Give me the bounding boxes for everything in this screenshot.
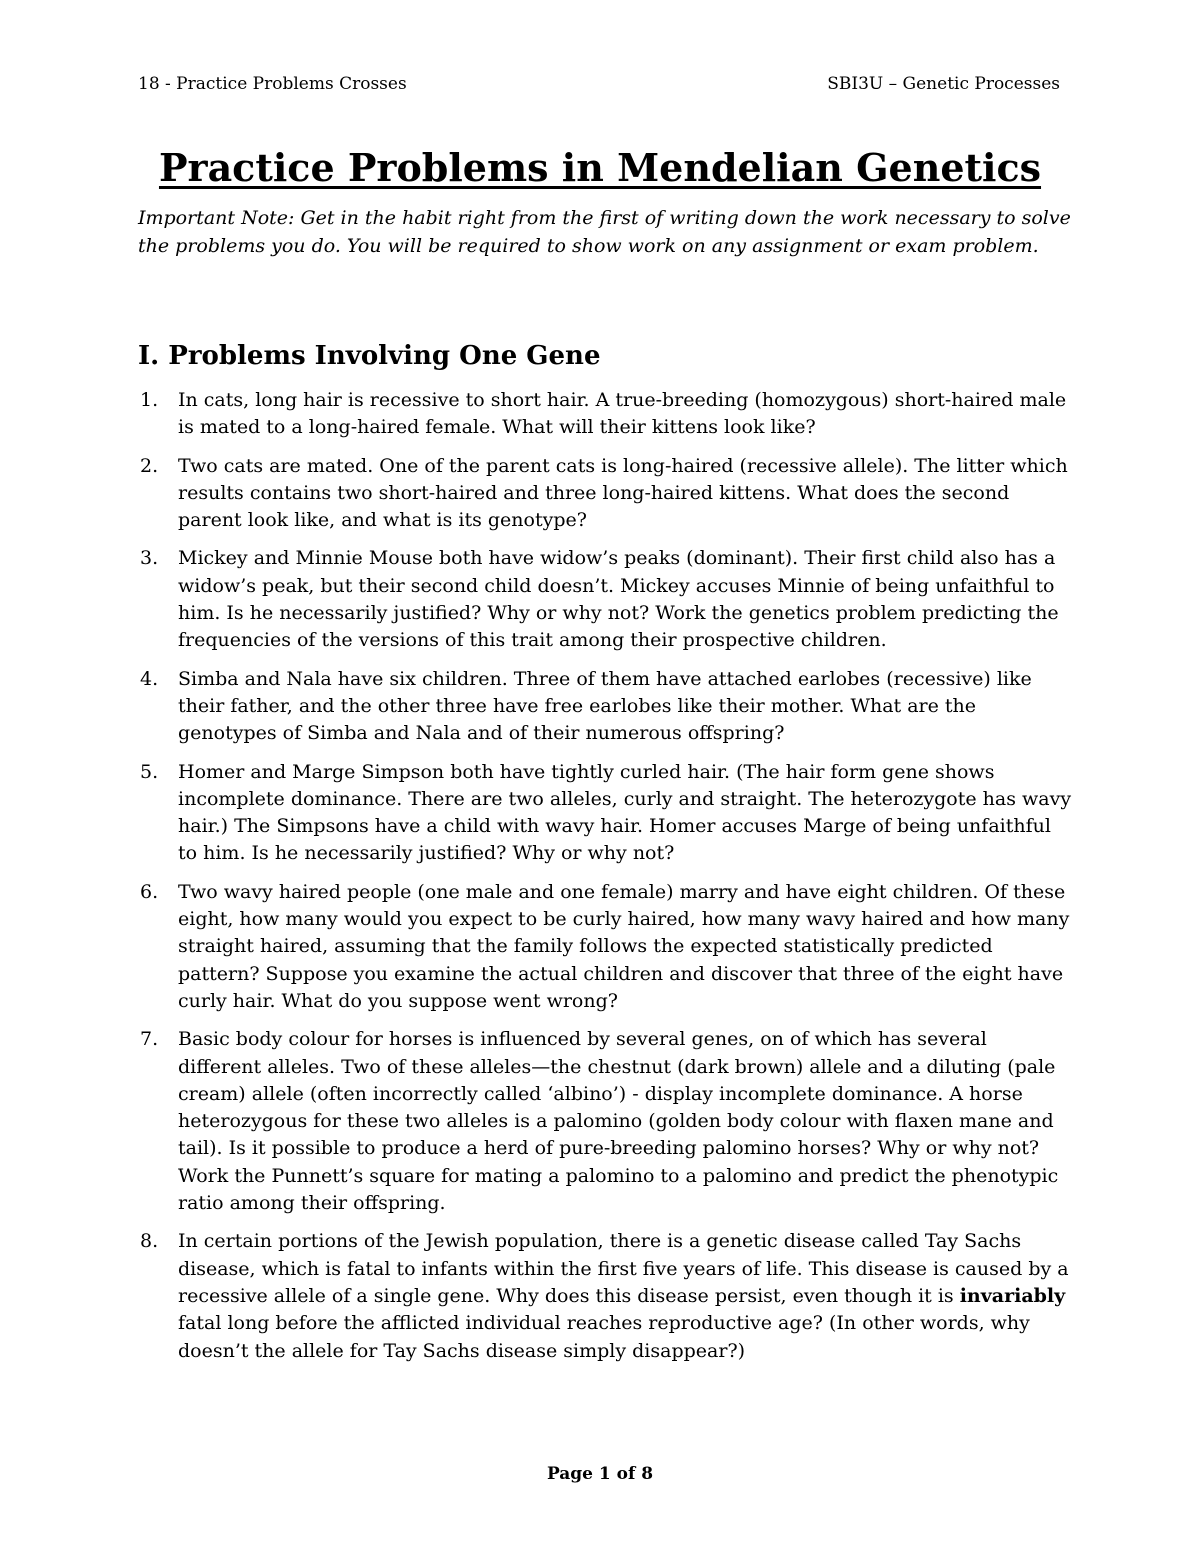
problem-number: 6. [140, 880, 159, 903]
problem-item [138, 1026, 1073, 1217]
problem-number: 8. [140, 1230, 159, 1253]
problem-text-part: fatal long before the afflicted individual reaches reproductive age? (In other words, why doesn’t the allele for Tay Sachs disease simply disappear?) [178, 1312, 1030, 1362]
page-header [138, 70, 1060, 98]
problem-item [138, 1228, 1073, 1364]
problem-item [138, 453, 1073, 535]
problem-item [138, 387, 1073, 442]
problem-text [178, 1230, 1069, 1361]
problem-number: 3. [140, 547, 159, 570]
problem-number: 1. [140, 389, 159, 411]
important-note: Important Note: Get in the habit right from the first of writing down the work necessary to solve the problems you do. You will be required to show work on any assignment or exam problem. [138, 207, 1071, 257]
emphasis-text: invariably [959, 1284, 1066, 1307]
header-right-text: SBI3U – Genetic Processes [827, 74, 1060, 94]
problem-text: Mickey and Minnie Mouse both have widow’s peaks (dominant). Their first child also has a widow’s peak, but their second child doesn’t. Mickey accuses Minnie of being unfaithful to him. Is he necessarily justified? Why or why not? Work the genetics problem predicting the frequencies of the versions of this trait among their prospective children. [178, 547, 1059, 652]
problem-text: Homer and Marge Simpson both have tightly curled hair. (The hair form gene shows incomplete dominance. There are two alleles, curly and straight. The heterozygote has wavy hair.) The Simpsons have a child with wavy hair. Homer accuses Marge of being unfaithful to him. Is he necessarily justified? Why or why not? [178, 760, 1072, 865]
problem-text: Basic body colour for horses is influenced by several genes, on of which has several different alleles. Two of these alleles—the chestnut (dark brown) allele and a diluting (pale cream) allele (often incorrectly called ‘albino’) - display incomplete dominance. A horse heterozygous for these two alleles is a palomino (golden body colour with flaxen mane and tail). Is it possible to produce a herd of pure-breeding palomino horses? Why or why not? Work the Punnett’s square for mating a palomino to a palomino and predict the phenotypic ratio among their offspring. [178, 1028, 1059, 1215]
page-footer: Page 1 of 8 [546, 1464, 654, 1484]
problem-text: Simba and Nala have six children. Three of them have attached earlobes (recessive) like their father, and the other three have free earlobes like their mother. What are the genotypes of Simba and Nala and of their numerous offspring? [178, 667, 1032, 745]
problem-number: 2. [140, 454, 159, 477]
problem-text: Two wavy haired people (one male and one female) marry and have eight children. Of these eight, how many would you expect to be curly haired, how many wavy haired and how many straight haired, assuming that the family follows the expected statistically predicted pattern? Suppose you examine the actual children and discover that three of the eight have curly hair. What do you suppose went wrong? [178, 880, 1070, 1012]
problem-text-part: In certain portions of the Jewish population, there is a genetic disease called Tay Sachs disease, which is fatal to infants within the first five years of life. This disease is caused by a recessive allele of a single gene. Why does this disease persist, even though it is [178, 1230, 1069, 1307]
problem-item [138, 545, 1073, 654]
document-title-text: Practice Problems in Mendelian Genetics [158, 145, 1042, 190]
problem-number: 7. [140, 1028, 159, 1051]
document-title [0, 140, 1200, 196]
problem-text: Two cats are mated. One of the parent cats is long-haired (recessive allele). The litter which results contains two short-haired and three long-haired kittens. What does the second parent look like, and what is its genotype? [178, 454, 1068, 532]
problem-number: 5. [140, 760, 159, 783]
problem-number: 4. [140, 667, 159, 690]
problem-item [138, 666, 1073, 748]
header-left-text: 18 - Practice Problems Crosses [138, 74, 407, 94]
problem-list [138, 387, 1073, 1376]
problem-item [138, 879, 1073, 1015]
section-heading: I. Problems Involving One Gene [138, 341, 601, 371]
problem-text: In cats, long hair is recessive to short hair. A true-breeding (homozygous) short-haired male is mated to a long-haired female. What will their kittens look like? [178, 389, 1067, 439]
problem-item [138, 759, 1073, 868]
